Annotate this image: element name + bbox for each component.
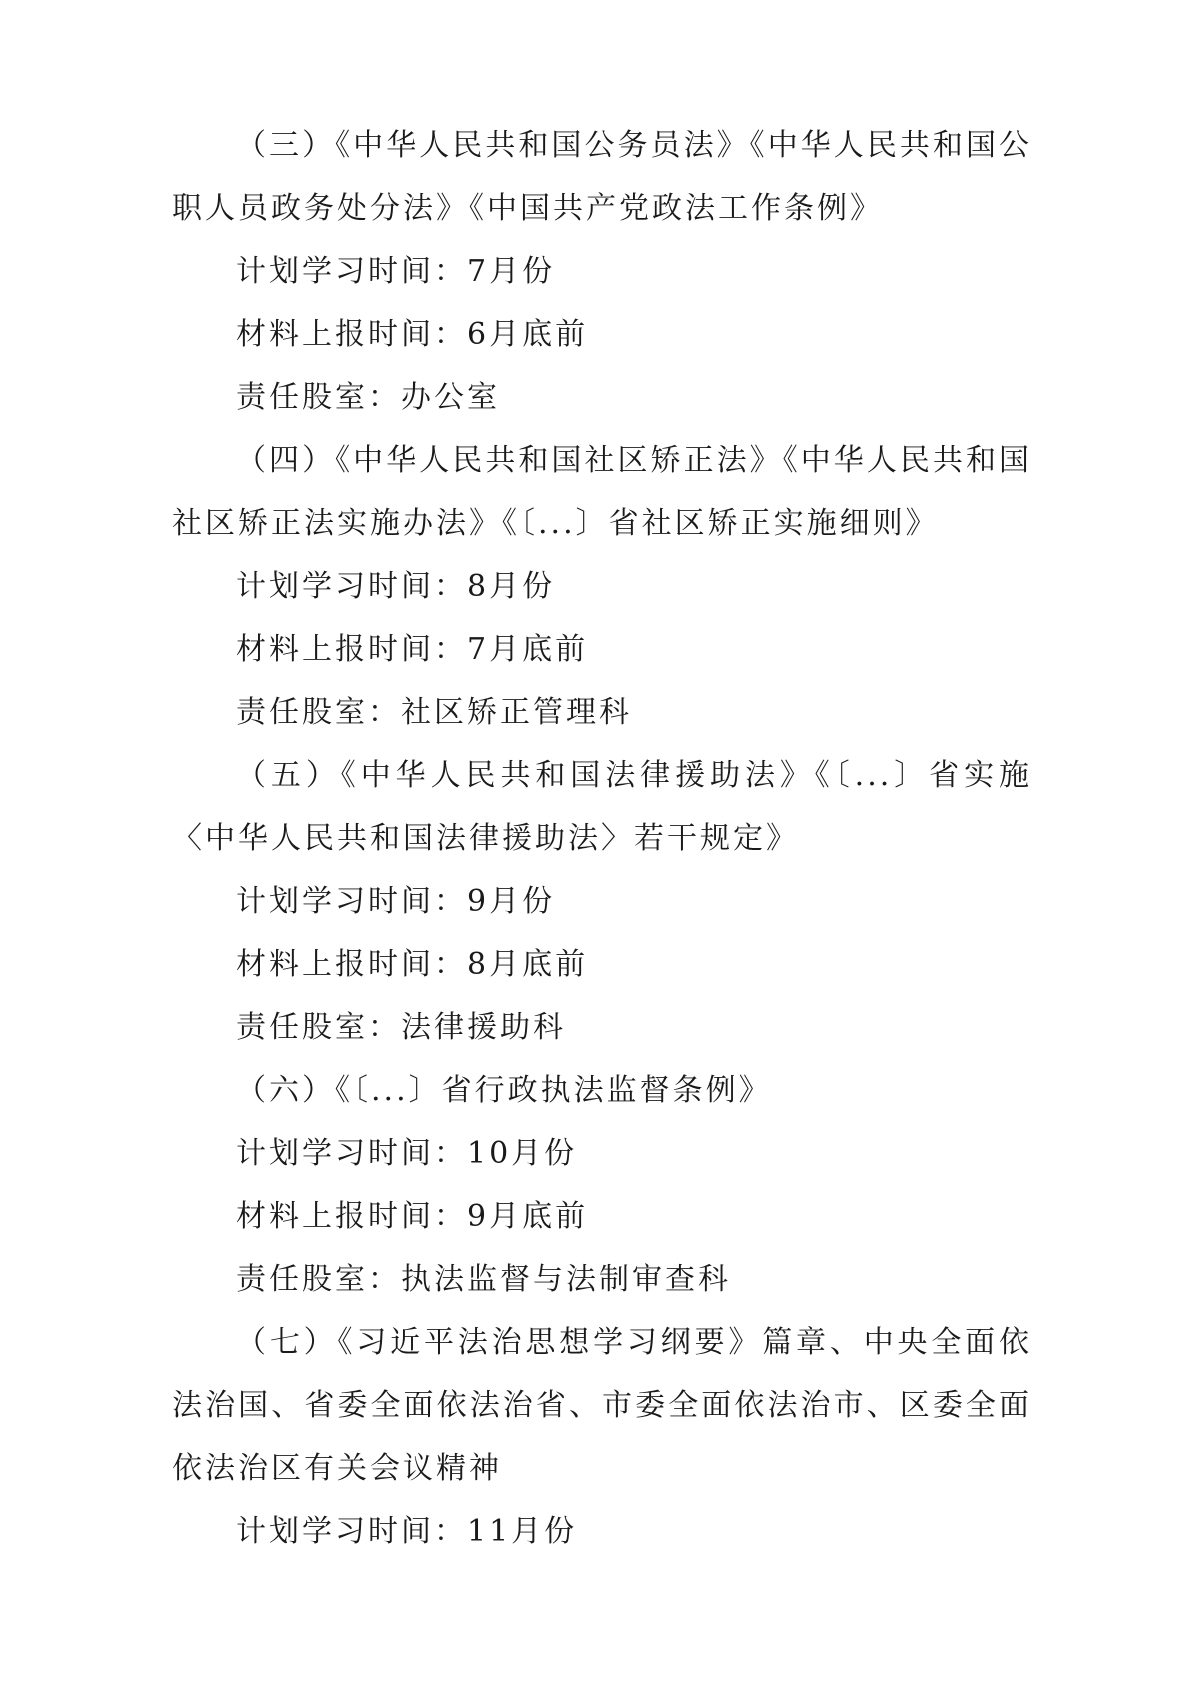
section-5-report-time: 材料上报时间：8月底前	[236, 947, 589, 982]
section-3-study-time: 计划学习时间：7月份	[236, 254, 556, 289]
section-3-report-time: 材料上报时间：6月底前	[236, 317, 589, 352]
section-4-title: （四）《中华人民共和国社区矫正法》《中华人民共和国社区矫正法实施办法》《〔...〕省社区矫正实施细则》	[172, 443, 1032, 541]
section-6-responsible-office: 责任股室：执法监督与法制审查科	[236, 1262, 731, 1297]
section-4-study-time: 计划学习时间：8月份	[236, 569, 556, 604]
section-7-study-time: 计划学习时间：11月份	[236, 1514, 578, 1549]
section-7-title: （七）《习近平法治思想学习纲要》篇章、中央全面依法治国、省委全面依法治省、市委全面依法治市、区委全面依法治区有关会议精神	[172, 1325, 1032, 1486]
section-4-report-time: 材料上报时间：7月底前	[236, 632, 589, 667]
section-6-title: （六）《〔...〕省行政执法监督条例》	[236, 1073, 772, 1108]
section-5-title: （五）《中华人民共和国法律援助法》《〔...〕省实施〈中华人民共和国法律援助法〉若干规定》	[172, 758, 1032, 856]
section-4-responsible-office: 责任股室：社区矫正管理科	[236, 695, 632, 730]
section-5-study-time: 计划学习时间：9月份	[236, 884, 556, 919]
section-5-responsible-office: 责任股室：法律援助科	[236, 1010, 566, 1045]
section-6-report-time: 材料上报时间：9月底前	[236, 1199, 589, 1234]
section-3-title: （三）《中华人民共和国公务员法》《中华人民共和国公职人员政务处分法》《中国共产党政法工作条例》	[172, 128, 1032, 226]
document-body	[172, 114, 1032, 1563]
section-3-responsible-office: 责任股室：办公室	[236, 380, 500, 415]
section-6-study-time: 计划学习时间：10月份	[236, 1136, 578, 1171]
